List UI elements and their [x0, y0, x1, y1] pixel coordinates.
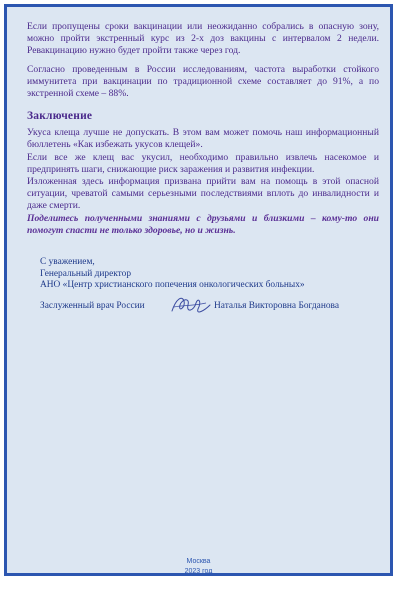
organization-name: АНО «Центр христианского попечения онкологических больных»	[40, 280, 305, 291]
paragraph-immunity-stats: Согласно проведенным в России исследованиям, частота выработки стойкого иммунитета при вакцинации по традиционной схеме составляет до 91%, а по экстренной схеме – 88%.	[27, 63, 379, 100]
conclusion-paragraph-3: Изложенная здесь информация призвана прийти вам на помощь в этой опасной ситуации, чреватой самыми серьезными последствиями вплоть до инвалидности и даже смерти.	[27, 176, 379, 212]
document-page	[4, 4, 393, 576]
conclusion-paragraph-1: Укуса клеща лучше не допускать. В этом вам может помочь наш информационный бюллетень «Как избежать укусов клещей».	[27, 127, 379, 151]
conclusion-heading: Заключение	[27, 110, 93, 123]
footer-city: Москва	[186, 558, 211, 565]
signer-title: Заслуженный врач России	[40, 301, 145, 311]
signer-name: Наталья Викторовна Богданова	[214, 301, 339, 311]
document-body	[27, 21, 379, 237]
greeting: С уважением,	[40, 257, 95, 267]
paragraph-emergency-course: Если пропущены сроки вакцинации или неожиданно собрались в опасную зону, можно пройти экстренный курс из 2-х доз вакцины с интервалом 2 недели. Ревакцинацию нужно будет пройти также через год.	[27, 21, 379, 57]
footer	[7, 557, 390, 576]
signer-position: Генеральный директор	[40, 268, 132, 279]
signature-block	[40, 257, 380, 292]
handwritten-signature	[168, 291, 214, 319]
conclusion-paragraph-2: Если все же клещ вас укусил, необходимо правильно извлечь насекомое и предпринять шаги, снижающие риск заражения и развития инфекции.	[27, 151, 379, 175]
footer-year: 2023 год	[184, 567, 213, 575]
signature-row	[40, 297, 380, 327]
conclusion-accent-text: Поделитесь полученными знаниями с друзьями и близкими – кому-то они помогут спасти не только здоровье, но и жизнь.	[27, 212, 379, 236]
